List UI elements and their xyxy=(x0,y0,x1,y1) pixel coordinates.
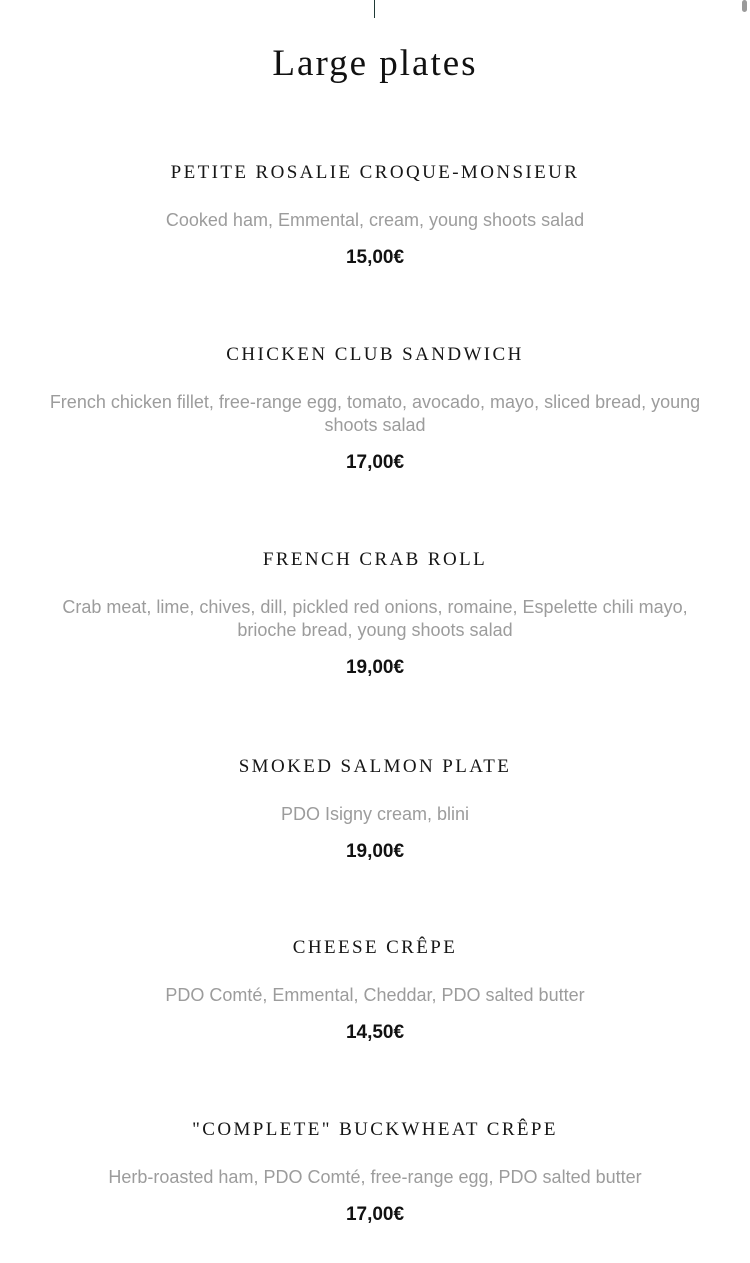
menu-item xyxy=(0,547,750,680)
menu-item-price: 17,00€ xyxy=(345,1204,405,1225)
top-divider-line xyxy=(374,0,375,18)
menu-item-name: SMOKED SALMON PLATE xyxy=(238,756,512,777)
menu-item xyxy=(0,935,750,1045)
menu-item-price: 14,50€ xyxy=(345,1022,405,1043)
scrollbar-thumb[interactable] xyxy=(742,0,747,12)
menu-item-description: PDO Isigny cream, blini xyxy=(280,804,470,824)
menu-item xyxy=(0,754,750,864)
menu-item-description: French chicken fillet, free-range egg, tomato, avocado, mayo, sliced bread, young shoots salad xyxy=(49,392,701,435)
menu-item xyxy=(0,1117,750,1227)
menu-item-name: PETITE ROSALIE CROQUE-MONSIEUR xyxy=(170,162,580,183)
menu-item-price: 15,00€ xyxy=(345,247,405,268)
menu-item-price: 19,00€ xyxy=(345,841,405,862)
menu-item-name: CHEESE CRÊPE xyxy=(292,937,458,958)
menu-item-price: 19,00€ xyxy=(345,657,405,678)
menu-item-name: "COMPLETE" BUCKWHEAT CRÊPE xyxy=(192,1119,558,1140)
page-title: Large plates xyxy=(272,43,478,84)
menu-item xyxy=(0,160,750,270)
menu-item-description: PDO Comté, Emmental, Cheddar, PDO salted butter xyxy=(165,985,585,1005)
menu-item-description: Herb-roasted ham, PDO Comté, free-range egg, PDO salted butter xyxy=(108,1167,642,1187)
menu-item-description: Cooked ham, Emmental, cream, young shoots salad xyxy=(165,210,585,230)
menu-item-description: Crab meat, lime, chives, dill, pickled red onions, romaine, Espelette chili mayo, brioche bread, young shoots salad xyxy=(62,597,688,640)
menu-item-name: CHICKEN CLUB SANDWICH xyxy=(226,344,524,365)
menu-item-price: 17,00€ xyxy=(345,452,405,473)
menu-item xyxy=(0,342,750,475)
menu-item-name: FRENCH CRAB ROLL xyxy=(262,549,488,570)
